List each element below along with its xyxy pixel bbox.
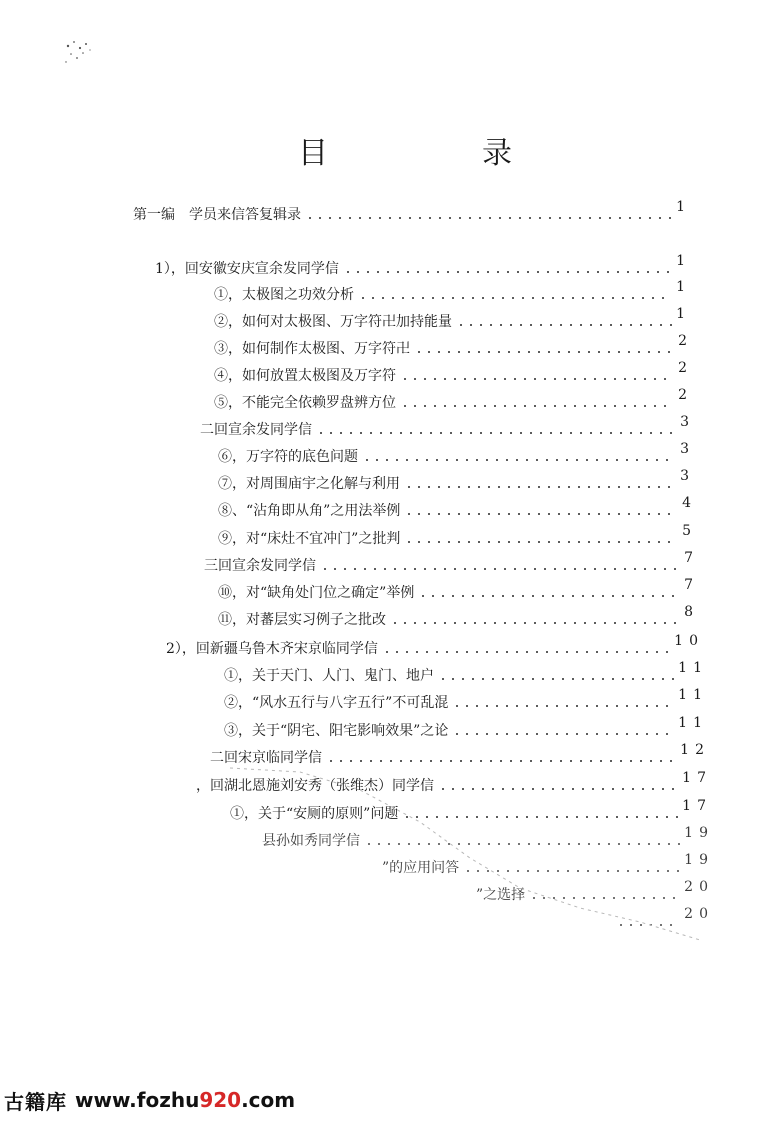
- toc-page-number: 3: [680, 414, 695, 430]
- toc-page-number: 1: [676, 253, 691, 269]
- toc-label: ①，关于“安厕的原则”问题: [230, 806, 399, 822]
- toc-label: ⑧、“沾角即从角”之用法举例: [218, 503, 401, 519]
- toc-page-number: 12: [680, 742, 710, 758]
- toc-label: ⑨，对“床灶不宜冲门”之批判: [218, 531, 401, 547]
- toc-page-number: 20: [684, 906, 714, 922]
- watermark-footer: [4, 1083, 296, 1117]
- watermark-url-accent: 920: [199, 1088, 242, 1112]
- toc-page-number: 1: [676, 199, 691, 215]
- toc-label: ⑥，万字符的底色问题: [218, 449, 358, 465]
- toc-label: 二回宣余发同学信: [200, 422, 312, 438]
- toc-label: ，回湖北恩施刘安秀（张维杰）同学信: [196, 778, 434, 794]
- toc-page-number: 7: [684, 550, 699, 566]
- toc-page-number: 7: [684, 577, 699, 593]
- toc-page-number: 11: [678, 660, 708, 676]
- toc-page-number: 20: [684, 879, 714, 895]
- watermark-url: [75, 1088, 295, 1112]
- toc-page-number: 2: [678, 387, 693, 403]
- toc-page-number: 19: [684, 852, 714, 868]
- toc-page-number: 3: [680, 441, 695, 457]
- title-char-2: 录: [482, 136, 512, 171]
- toc-label: ⑦，对周围庙宇之化解与利用: [218, 476, 400, 492]
- watermark-url-suffix: .com: [241, 1088, 296, 1112]
- toc-label: ⑩，对“缺角处门位之确定”举例: [218, 585, 415, 601]
- toc-label: ①，关于天门、人门、鬼门、地户: [224, 668, 434, 684]
- toc-label: 1），回安徽安庆宣余发同学信: [155, 261, 339, 277]
- toc-label: ”的应用问答: [382, 860, 460, 876]
- toc-label: 2），回新疆乌鲁木齐宋京临同学信: [166, 641, 378, 657]
- toc-label: 二回宋京临同学信: [210, 750, 322, 766]
- toc-page-number: 2: [678, 360, 693, 376]
- toc-label: ”之选择: [476, 887, 526, 903]
- toc-page-number: 1: [676, 306, 691, 322]
- toc-label: 第一编 学员来信答复辑录: [133, 207, 301, 223]
- toc-page-number: 17: [682, 798, 712, 814]
- toc-page-number: 4: [682, 495, 697, 511]
- toc-page-number: 11: [678, 715, 708, 731]
- toc-page-number: 2: [678, 333, 693, 349]
- toc-page-number: 17: [682, 770, 712, 786]
- toc-page-number: 8: [684, 604, 699, 620]
- toc-label: ②，如何对太极图、万字符卍加持能量: [214, 314, 452, 330]
- toc-page-number: 5: [682, 523, 697, 539]
- toc-label: 三回宣余发同学信: [204, 558, 316, 574]
- toc-page-number: 1: [676, 279, 691, 295]
- toc-label: ③，如何制作太极图、万字符卍: [214, 341, 410, 357]
- toc-label: ⑤，不能完全依赖罗盘辨方位: [214, 395, 396, 411]
- title-char-1: 目: [298, 136, 328, 171]
- toc-label: ①，太极图之功效分析: [214, 287, 354, 303]
- toc-label: ⑪，对蕃层实习例子之批改: [218, 612, 386, 628]
- toc-page-number: 19: [684, 825, 714, 841]
- toc-page-number: 3: [680, 468, 695, 484]
- toc-label: ②，“风水五行与八字五行”不可乱混: [224, 695, 449, 711]
- toc-label: 县孙如秀同学信: [262, 833, 360, 849]
- watermark-url-prefix: www.fozhu: [75, 1088, 200, 1112]
- toc-label: ④，如何放置太极图及万字符: [214, 368, 396, 384]
- watermark-site-name: 古籍库: [4, 1089, 67, 1114]
- toc-label: ③，关于“阴宅、阳宅影响效果”之论: [224, 723, 449, 739]
- toc-page-number: 11: [678, 687, 708, 703]
- toc-page-number: 10: [674, 633, 704, 649]
